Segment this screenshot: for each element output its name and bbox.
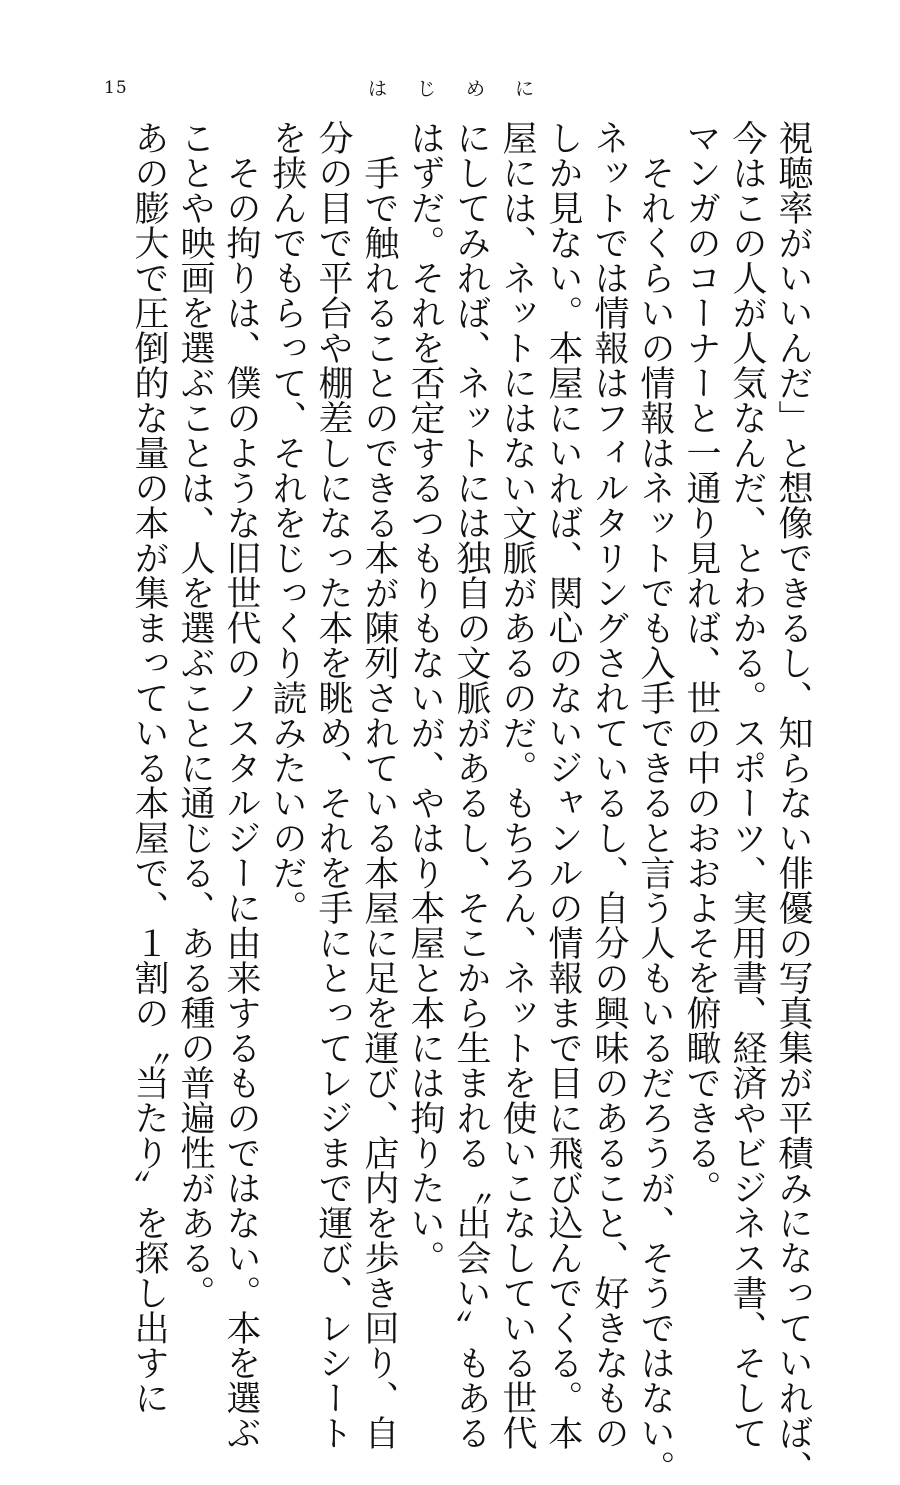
text-line: マンガのコーナーと一通り見れば、世の中のおおよそを俯瞰できる。 <box>681 120 721 1205</box>
text-line: を挟んでもらって、それをじっくり読みたいのだ。 <box>267 120 307 925</box>
text-line: ネットでは情報はフィルタリングされているし、自分の興味のあること、好きなもの <box>589 120 629 1450</box>
text-line: ことや映画を選ぶことは、人を選ぶことに通じる、ある種の普遍性がある。 <box>175 120 215 1310</box>
text-line: 分の目で平台や棚差しになった本を眺め、それを手にとってレジまで運び、レシート <box>313 120 353 1450</box>
page-number: 15 <box>104 78 128 98</box>
text-line: それくらいの情報はネットでも入手できると言う人もいるだろうが、そうではない。 <box>635 155 675 1485</box>
text-line: 屋には、ネットにはない文脈があるのだ。もちろん、ネットを使いこなしている世代 <box>497 120 537 1450</box>
text-line: しか見ない。本屋にいれば、関心のないジャンルの情報まで目に飛び込んでくる。本 <box>543 120 583 1450</box>
running-head: はじめに <box>368 78 565 100</box>
text-line: にしてみれば、ネットには独自の文脈があるし、そこから生まれる〝出会い〟もある <box>451 120 491 1450</box>
text-line: 視聴率がいいんだ」と想像できるし、知らない俳優の写真集が平積みになっていれば、 <box>773 120 813 1485</box>
text-line: はずだ。それを否定するつもりもないが、やはり本屋と本には拘りたい。 <box>405 120 445 1275</box>
text-line: 手で触れることのできる本が陳列されている本屋に足を運び、店内を歩き回り、自 <box>359 155 399 1450</box>
body-text <box>126 120 816 1485</box>
text-line: あの膨大で圧倒的な量の本が集まっている本屋で、１割の〝当たり〟を探し出すに <box>129 120 169 1415</box>
text-line: 今はこの人が人気なんだ、とわかる。スポーツ、実用書、経済やビジネス書、そして <box>727 120 767 1450</box>
text-line: その拘りは、僕のような旧世代のノスタルジーに由来するものではない。本を選ぶ <box>221 155 261 1450</box>
